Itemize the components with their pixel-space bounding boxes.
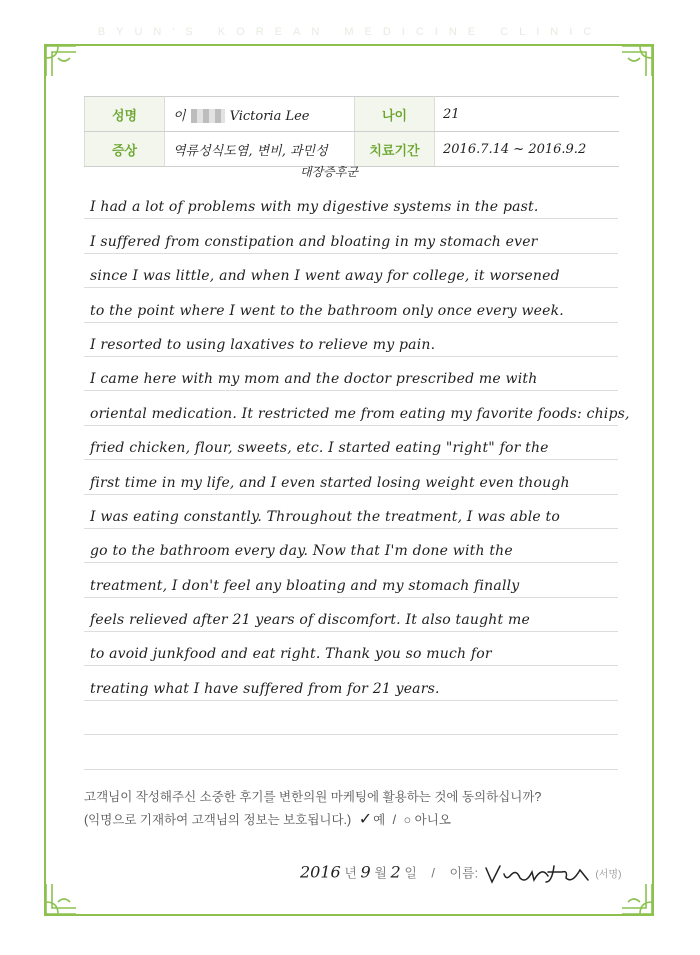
name-prefix: 이 (173, 108, 186, 124)
consent-note: (익명으로 기재하여 고객님의 정보는 보호됩니다.) (84, 813, 352, 827)
testimonial-line: treatment, I don't feel any bloating and my stomach finally (84, 563, 618, 597)
age-label: 나이 (355, 97, 435, 132)
redacted-name-blur (191, 109, 225, 123)
symptom-value: 역류성식도염, 변비, 과민성 (165, 132, 355, 167)
name-value (165, 97, 355, 132)
testimonial-line: I suffered from constipation and bloating in my stomach ever (84, 219, 618, 253)
consent-no-option[interactable] (404, 813, 451, 827)
year-unit: 년 (344, 865, 357, 881)
consent-yes-label: 예 (373, 813, 386, 827)
symptom-label: 증상 (85, 132, 165, 167)
treatment-period-label: 치료기간 (355, 132, 435, 167)
testimonial-line: fried chicken, flour, sweets, etc. I started eating "right" for the (84, 426, 618, 460)
symptom-value-continued: 대장증후군 (300, 165, 358, 179)
testimonial-line: treating what I have suffered from for 21 years. (84, 666, 618, 700)
testimonial-line: I was eating constantly. Throughout the treatment, I was able to (84, 495, 618, 529)
date-separator: / (431, 865, 435, 881)
testimonial-line: I resorted to using laxatives to relieve my pain. (84, 323, 618, 357)
consent-no-label: 아니오 (414, 813, 451, 827)
corner-ornament-icon (44, 882, 78, 916)
testimonial-line: since I was little, and when I went away for college, it worsened (84, 254, 618, 288)
signature-note: (서명) (595, 869, 622, 881)
corner-ornament-icon (44, 44, 78, 78)
day-value: 2 (390, 862, 401, 882)
name-label: 성명 (85, 97, 165, 132)
info-row-name-age (85, 97, 619, 132)
patient-info-table (84, 96, 619, 167)
day-unit: 일 (404, 865, 417, 881)
name-text: Victoria Lee (229, 108, 310, 124)
testimonial-line: I had a lot of problems with my digestive systems in the past. (84, 185, 618, 219)
testimonial-line: first time in my life, and I even started losing weight even though (84, 460, 618, 494)
marketing-consent (84, 786, 541, 831)
testimonial-line: go to the bathroom every day. Now that I'm done with the (84, 529, 618, 563)
radio-circle-icon: ○ (403, 813, 412, 827)
year-value: 2016 (300, 862, 341, 882)
date-signature-line (300, 862, 621, 886)
consent-options (84, 808, 541, 831)
consent-yes-option[interactable] (358, 809, 386, 828)
check-mark-icon: ✓ (358, 809, 373, 828)
testimonial-line: to avoid junkfood and eat right. Thank you so much for (84, 632, 618, 666)
name-sign-label: 이름: (449, 865, 479, 881)
testimonial-line: to the point where I went to the bathroom only once every week. (84, 288, 618, 322)
testimonial-line (84, 701, 618, 735)
testimonial-lines (84, 185, 630, 770)
testimonial-line: feels relieved after 21 years of discomfort. It also taught me (84, 598, 618, 632)
corner-ornament-icon (620, 44, 654, 78)
corner-ornament-icon (620, 882, 654, 916)
consent-question: 고객님이 작성해주신 소중한 후기를 변한의원 마케팅에 활용하는 것에 동의하십니까? (84, 790, 542, 804)
clinic-header-watermark: BYUN'S KOREAN MEDICINE CLINIC (97, 26, 603, 38)
testimonial-line (84, 735, 618, 769)
info-row-symptom-period (85, 132, 619, 167)
treatment-period-value: 2016.7.14 ~ 2016.9.2 (435, 132, 619, 167)
month-unit: 월 (374, 865, 387, 881)
handwritten-signature (482, 862, 592, 886)
consent-separator: / (392, 813, 397, 827)
testimonial-line: I came here with my mom and the doctor prescribed me with (84, 357, 618, 391)
month-value: 9 (360, 862, 371, 882)
age-value: 21 (435, 97, 619, 132)
testimonial-line: oriental medication. It restricted me from eating my favorite foods: chips, (84, 391, 618, 425)
